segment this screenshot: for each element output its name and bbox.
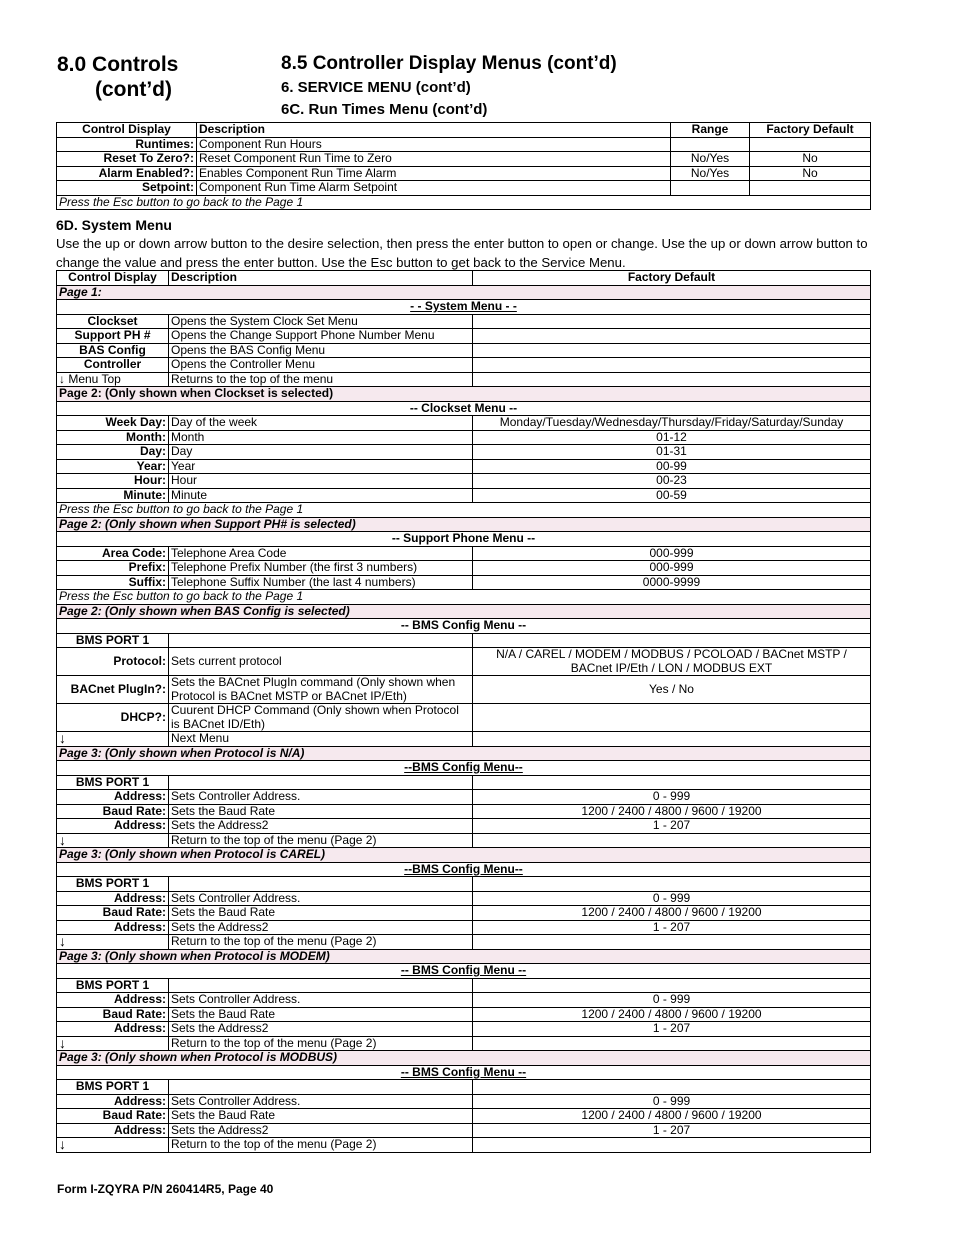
cell: 1200 / 2400 / 4800 / 9600 / 19200 — [473, 804, 871, 819]
esc-note: Press the Esc button to go back to the Page 1 — [57, 590, 871, 605]
col-header: Control Display — [57, 123, 197, 138]
cell: BMS PORT 1 — [57, 633, 169, 648]
cell: No — [750, 166, 871, 181]
table-row — [57, 314, 871, 329]
col-header: Description — [169, 271, 473, 286]
cell: Sets the Baud Rate — [169, 1109, 473, 1124]
cell: Sets the Address2 — [169, 1022, 473, 1037]
cell — [473, 358, 871, 373]
down-arrow-icon: ↓ — [57, 935, 169, 950]
section-heading-line2: (cont’d) — [95, 78, 172, 101]
cell: No — [750, 152, 871, 167]
menu-title: --BMS Config Menu-- — [57, 761, 871, 776]
table-row — [57, 181, 871, 196]
page-label-row — [57, 285, 871, 300]
page-label: Page 2: (Only shown when BAS Config is selected) — [57, 604, 871, 619]
cell: N/A / CAREL / MODEM / MODBUS / PCOLOAD / BACnet MSTP / BACnet IP/Eth / LON / MODBUS EXT — [473, 648, 871, 676]
cell: Hour — [169, 474, 473, 489]
col-header: Factory Default — [750, 123, 871, 138]
cell: Baud Rate: — [57, 1007, 169, 1022]
table-row — [57, 445, 871, 460]
cell: No/Yes — [671, 152, 750, 167]
cell — [473, 935, 871, 950]
cell — [473, 833, 871, 848]
cell: 00-23 — [473, 474, 871, 489]
cell: Month — [169, 430, 473, 445]
cell: Opens the Controller Menu — [169, 358, 473, 373]
cell — [750, 181, 871, 196]
cell — [473, 372, 871, 387]
cell — [169, 633, 473, 648]
cell: ↓ Menu Top — [57, 372, 169, 387]
cell: Telephone Area Code — [169, 546, 473, 561]
esc-note: Press the Esc button to go back to the Page 1 — [57, 503, 871, 518]
page-title: 8.5 Controller Display Menus (cont’d) — [281, 53, 617, 74]
table-row — [57, 819, 871, 834]
table-row — [57, 372, 871, 387]
col-header: Description — [197, 123, 671, 138]
table-row — [57, 343, 871, 358]
table-row — [57, 993, 871, 1008]
cell: Baud Rate: — [57, 804, 169, 819]
table-row — [57, 633, 871, 648]
page-label-row — [57, 604, 871, 619]
cell: No/Yes — [671, 166, 750, 181]
cell: 0000-9999 — [473, 575, 871, 590]
cell: Sets the Address2 — [169, 920, 473, 935]
cell: 01-12 — [473, 430, 871, 445]
table-row — [57, 1036, 871, 1051]
menu-title: --BMS Config Menu-- — [57, 862, 871, 877]
table-row — [57, 676, 871, 704]
page-subtitle: 6. SERVICE MENU (cont’d) — [281, 79, 471, 96]
table-row — [57, 935, 871, 950]
page-label: Page 1: — [57, 285, 871, 300]
cell: BMS PORT 1 — [57, 877, 169, 892]
cell: Controller — [57, 358, 169, 373]
cell: Sets the BACnet PlugIn command (Only shown when Protocol is BACnet MSTP or BACnet IP/Eth) — [169, 676, 473, 704]
cell: Telephone Suffix Number (the last 4 numbers) — [169, 575, 473, 590]
cell — [473, 1036, 871, 1051]
cell — [473, 343, 871, 358]
cell: Runtimes: — [57, 137, 197, 152]
cell: 000-999 — [473, 561, 871, 576]
cell: Week Day: — [57, 416, 169, 431]
cell: Opens the Change Support Phone Number Menu — [169, 329, 473, 344]
cell: 0 - 999 — [473, 891, 871, 906]
cell: Returns to the top of the menu — [169, 372, 473, 387]
menu-title: -- BMS Config Menu -- — [57, 964, 871, 979]
table-row — [57, 488, 871, 503]
cell: BMS PORT 1 — [57, 1080, 169, 1095]
cell: Sets the Baud Rate — [169, 1007, 473, 1022]
table-row — [57, 1094, 871, 1109]
table-row — [57, 1138, 871, 1153]
table-row — [57, 329, 871, 344]
cell — [473, 1080, 871, 1095]
cell: Sets the Baud Rate — [169, 804, 473, 819]
cell: 1 - 207 — [473, 1022, 871, 1037]
cell: Cuurent DHCP Command (Only shown when Protocol is BACnet ID/Eth) — [169, 704, 473, 732]
cell: Prefix: — [57, 561, 169, 576]
section-title: 6D. System Menu — [56, 217, 172, 233]
table-row — [57, 561, 871, 576]
cell: Day — [169, 445, 473, 460]
table-row — [57, 1080, 871, 1095]
cell: Return to the top of the menu (Page 2) — [169, 833, 473, 848]
section-heading-line1: 8.0 Controls — [57, 53, 179, 76]
cell: BMS PORT 1 — [57, 775, 169, 790]
table-row — [57, 1022, 871, 1037]
table-row — [57, 546, 871, 561]
page-label-row — [57, 949, 871, 964]
page-label: Page 2: (Only shown when Support PH# is selected) — [57, 517, 871, 532]
cell: Sets the Address2 — [169, 819, 473, 834]
system-menu-section — [56, 216, 872, 272]
cell: 0 - 999 — [473, 1094, 871, 1109]
cell: Component Run Hours — [197, 137, 671, 152]
cell: BACnet PlugIn?: — [57, 676, 169, 704]
cell: BAS Config — [57, 343, 169, 358]
cell: Area Code: — [57, 546, 169, 561]
page-label: Page 2: (Only shown when Clockset is selected) — [57, 387, 871, 402]
menu-title: -- BMS Config Menu -- — [57, 619, 871, 634]
cell: Return to the top of the menu (Page 2) — [169, 1138, 473, 1153]
table-note-row — [57, 590, 871, 605]
cell: 00-99 — [473, 459, 871, 474]
col-header: Range — [671, 123, 750, 138]
cell: Enables Component Run Time Alarm — [197, 166, 671, 181]
down-arrow-icon: ↓ — [57, 833, 169, 848]
page-label-row — [57, 517, 871, 532]
cell: Opens the BAS Config Menu — [169, 343, 473, 358]
cell: 1200 / 2400 / 4800 / 9600 / 19200 — [473, 1109, 871, 1124]
cell — [473, 877, 871, 892]
cell — [169, 978, 473, 993]
table-row — [57, 137, 871, 152]
cell: Sets Controller Address. — [169, 790, 473, 805]
cell: Address: — [57, 993, 169, 1008]
page-label: Page 3: (Only shown when Protocol is MODEM) — [57, 949, 871, 964]
cell: 01-31 — [473, 445, 871, 460]
down-arrow-icon: ↓ — [57, 1138, 169, 1153]
section-intro: Use the up or down arrow button to the desire selection, then press the enter button to open or change. Use the up or down arrow button to change the value and press the enter button. Use the Esc button to get back to the Service Menu. — [56, 236, 868, 270]
cell: Sets the Address2 — [169, 1123, 473, 1138]
cell: Hour: — [57, 474, 169, 489]
table-row — [57, 906, 871, 921]
cell: Telephone Prefix Number (the first 3 numbers) — [169, 561, 473, 576]
cell: Baud Rate: — [57, 1109, 169, 1124]
cell: Alarm Enabled?: — [57, 166, 197, 181]
cell — [671, 137, 750, 152]
cell: Sets the Baud Rate — [169, 906, 473, 921]
cell: Day: — [57, 445, 169, 460]
cell: Sets current protocol — [169, 648, 473, 676]
cell: BMS PORT 1 — [57, 978, 169, 993]
cell: 1 - 207 — [473, 1123, 871, 1138]
page-label-row — [57, 848, 871, 863]
cell: Address: — [57, 819, 169, 834]
table-row — [57, 704, 871, 732]
cell — [671, 181, 750, 196]
table-row — [57, 732, 871, 747]
table-row — [57, 1109, 871, 1124]
col-header: Control Display — [57, 271, 169, 286]
page-label-row — [57, 746, 871, 761]
cell: Address: — [57, 891, 169, 906]
cell — [750, 137, 871, 152]
menu-title: -- Clockset Menu -- — [57, 401, 871, 416]
table-row — [57, 1123, 871, 1138]
cell: 1 - 207 — [473, 819, 871, 834]
cell — [473, 633, 871, 648]
cell: 1200 / 2400 / 4800 / 9600 / 19200 — [473, 1007, 871, 1022]
cell: Yes / No — [473, 676, 871, 704]
cell: Opens the System Clock Set Menu — [169, 314, 473, 329]
cell — [473, 1138, 871, 1153]
menu-title-row — [57, 964, 871, 979]
cell: Support PH # — [57, 329, 169, 344]
cell: Minute: — [57, 488, 169, 503]
menu-title-row — [57, 532, 871, 547]
table-row — [57, 152, 871, 167]
table-header-row — [57, 123, 871, 138]
cell: 0 - 999 — [473, 790, 871, 805]
cell: Address: — [57, 1094, 169, 1109]
down-arrow-icon: ↓ — [57, 732, 169, 747]
cell — [473, 732, 871, 747]
cell: Address: — [57, 790, 169, 805]
menu-title-row — [57, 862, 871, 877]
cell: Return to the top of the menu (Page 2) — [169, 935, 473, 950]
cell: Next Menu — [169, 732, 473, 747]
cell: Sets Controller Address. — [169, 891, 473, 906]
cell — [473, 329, 871, 344]
col-header: Factory Default — [473, 271, 871, 286]
cell: 1200 / 2400 / 4800 / 9600 / 19200 — [473, 906, 871, 921]
menu-title-row — [57, 1065, 871, 1080]
cell: Setpoint: — [57, 181, 197, 196]
table-row — [57, 978, 871, 993]
cell — [169, 775, 473, 790]
cell: Day of the week — [169, 416, 473, 431]
cell — [169, 877, 473, 892]
page-label: Page 3: (Only shown when Protocol is MODBUS) — [57, 1051, 871, 1066]
menu-title: -- Support Phone Menu -- — [57, 532, 871, 547]
table-row — [57, 920, 871, 935]
cell: Month: — [57, 430, 169, 445]
table-row — [57, 877, 871, 892]
cell: Address: — [57, 1022, 169, 1037]
cell: Year — [169, 459, 473, 474]
cell: 00-59 — [473, 488, 871, 503]
down-arrow-icon: ↓ — [57, 1036, 169, 1051]
table-note-row — [57, 503, 871, 518]
table-row — [57, 459, 871, 474]
table-row — [57, 790, 871, 805]
cell — [473, 314, 871, 329]
table-row — [57, 358, 871, 373]
page-heading — [281, 52, 617, 120]
cell: DHCP?: — [57, 704, 169, 732]
cell: 1 - 207 — [473, 920, 871, 935]
section-heading — [57, 52, 178, 102]
cell: Suffix: — [57, 575, 169, 590]
menu-title: -- BMS Config Menu -- — [57, 1065, 871, 1080]
cell — [473, 978, 871, 993]
cell: Sets Controller Address. — [169, 993, 473, 1008]
page-label-row — [57, 387, 871, 402]
table-row — [57, 775, 871, 790]
esc-note: Press the Esc button to go back to the Page 1 — [57, 195, 871, 210]
cell: Year: — [57, 459, 169, 474]
cell: 0 - 999 — [473, 993, 871, 1008]
table-row — [57, 416, 871, 431]
system-menu-table — [56, 270, 871, 1153]
cell: Minute — [169, 488, 473, 503]
page-label: Page 3: (Only shown when Protocol is N/A) — [57, 746, 871, 761]
cell: Sets Controller Address. — [169, 1094, 473, 1109]
menu-title: - - System Menu - - — [57, 300, 871, 315]
table-row — [57, 430, 871, 445]
menu-title-row — [57, 300, 871, 315]
page-subtitle-2: 6C. Run Times Menu (cont’d) — [281, 101, 488, 118]
menu-title-row — [57, 401, 871, 416]
table-row — [57, 648, 871, 676]
cell: Component Run Time Alarm Setpoint — [197, 181, 671, 196]
table-row — [57, 891, 871, 906]
menu-title-row — [57, 761, 871, 776]
cell — [473, 704, 871, 732]
table-note-row — [57, 195, 871, 210]
menu-title-row — [57, 619, 871, 634]
table-row — [57, 833, 871, 848]
cell: Address: — [57, 920, 169, 935]
table-row — [57, 575, 871, 590]
cell — [473, 775, 871, 790]
cell — [169, 1080, 473, 1095]
cell: Clockset — [57, 314, 169, 329]
table-row — [57, 166, 871, 181]
cell: Reset Component Run Time to Zero — [197, 152, 671, 167]
cell: Protocol: — [57, 648, 169, 676]
table-row — [57, 804, 871, 819]
table-row — [57, 1007, 871, 1022]
cell: Baud Rate: — [57, 906, 169, 921]
table-row — [57, 474, 871, 489]
cell: Address: — [57, 1123, 169, 1138]
page-label-row — [57, 1051, 871, 1066]
run-times-table — [56, 122, 871, 210]
page-label: Page 3: (Only shown when Protocol is CAREL) — [57, 848, 871, 863]
cell: 000-999 — [473, 546, 871, 561]
page-footer: Form I-ZQYRA P/N 260414R5, Page 40 — [57, 1182, 274, 1196]
cell: Reset To Zero?: — [57, 152, 197, 167]
cell: Monday/Tuesday/Wednesday/Thursday/Friday/Saturday/Sunday — [473, 416, 871, 431]
table-header-row — [57, 271, 871, 286]
cell: Return to the top of the menu (Page 2) — [169, 1036, 473, 1051]
